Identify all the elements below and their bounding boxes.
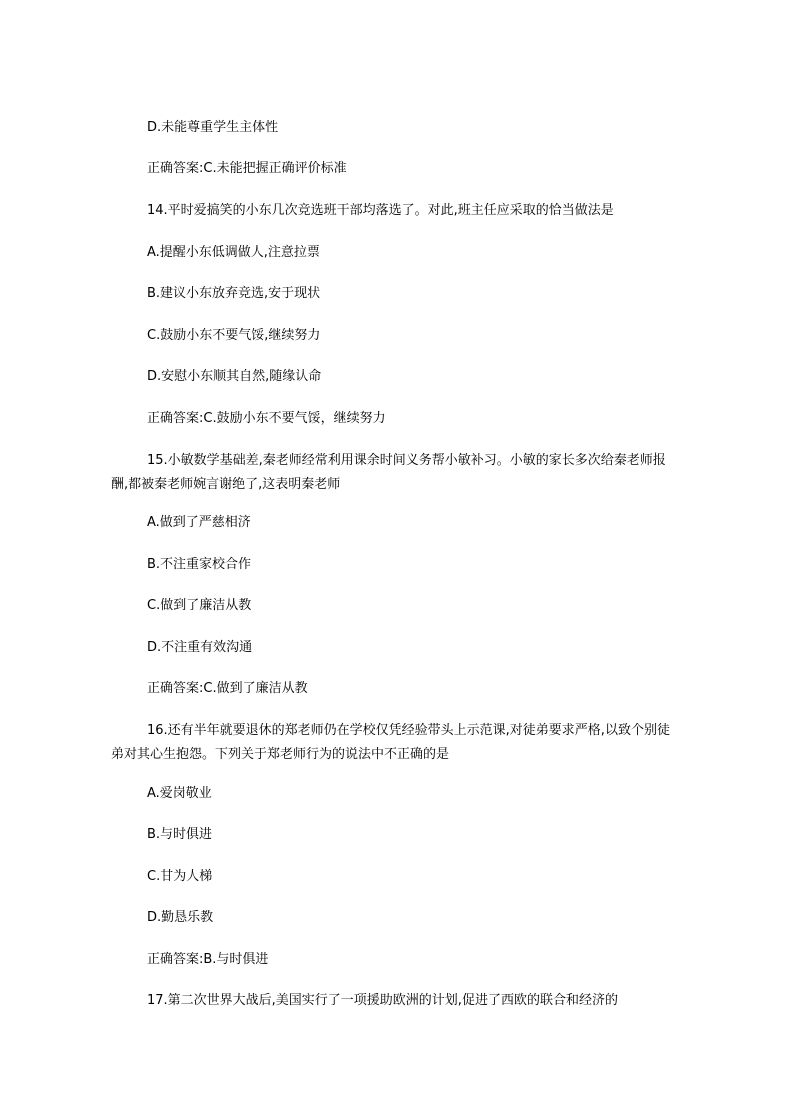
option-d-q14: D.安慰小东顺其自然,随缘认命: [147, 369, 322, 384]
option-b-q14: B.建议小东放弃竞选,安于现状: [147, 286, 321, 301]
question-14: 14.平时爱搞笑的小东几次竞选班干部均落选了。对此,班主任应采取的恰当做法是: [147, 203, 614, 218]
option-d-q13: D.未能尊重学生主体性: [147, 120, 279, 135]
option-d-q16: D.勤恳乐教: [147, 910, 214, 925]
option-a-q16: A.爱岗敬业: [147, 786, 212, 801]
option-b-q15: B.不注重家校合作: [147, 557, 252, 572]
option-a-q14: A.提醒小东低调做人,注意拉票: [147, 245, 320, 260]
question-15: 15.小敏数学基础差,秦老师经常利用课余时间义务帮小敏补习。小敏的家长多次给秦老师报酬,都被秦老师婉言谢绝了,这表明秦老师: [111, 453, 666, 492]
answer-q14: 正确答案:C.鼓励小东不要气馁，继续努力: [147, 411, 386, 426]
answer-q13: 正确答案:C.未能把握正确评价标准: [147, 161, 347, 176]
option-c-q16: C.甘为人梯: [147, 869, 213, 884]
option-d-q15: D.不注重有效沟通: [147, 640, 253, 655]
option-b-q16: B.与时俱进: [147, 827, 213, 842]
question-16: 16.还有半年就要退休的郑老师仍在学校仅凭经验带头上示范课,对徒弟要求严格,以致个别徒弟对其心生抱怨。下列关于郑老师行为的说法中不正确的是: [111, 723, 670, 762]
option-a-q15: A.做到了严慈相济: [147, 515, 251, 530]
answer-q16: 正确答案:B.与时俱进: [147, 952, 269, 967]
option-c-q14: C.鼓励小东不要气馁,继续努力: [147, 328, 321, 343]
answer-q15: 正确答案:C.做到了廉洁从教: [147, 681, 308, 696]
option-c-q15: C.做到了廉洁从教: [147, 598, 252, 613]
question-17: 17.第二次世界大战后,美国实行了一项援助欧洲的计划,促进了西欧的联合和经济的: [147, 993, 618, 1008]
